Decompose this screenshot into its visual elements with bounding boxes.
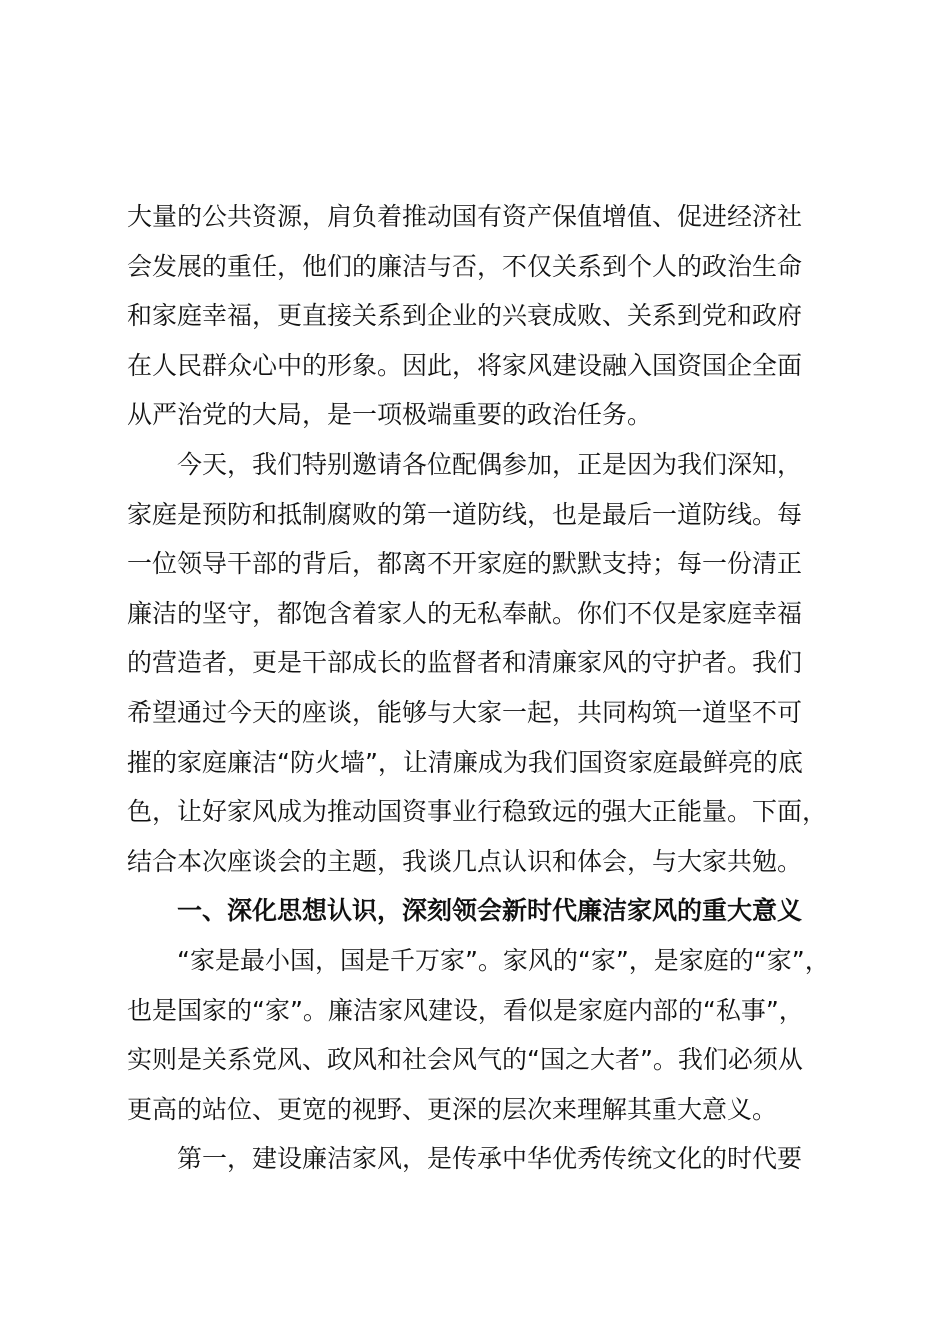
text-line: 在人民群众心中的形象。因此，将家风建设融入国资国企全面 xyxy=(127,350,803,380)
text-line: 家庭是预防和抵制腐败的第一道防线，也是最后一道防线。每 xyxy=(127,499,803,529)
text-line: 也是国家的“家”。廉洁家风建设，看似是家庭内部的“私事”， xyxy=(127,995,804,1025)
text-line: 结合本次座谈会的主题，我谈几点认识和体会，与大家共勉。 xyxy=(127,846,803,876)
text-line: 第一，建设廉洁家风，是传承中华优秀传统文化的时代要 xyxy=(177,1144,803,1174)
text-line: 从严治党的大局，是一项极端重要的政治任务。 xyxy=(127,400,653,430)
text-line: 摧的家庭廉洁“防火墙”，让清廉成为我们国资家庭最鲜亮的底 xyxy=(127,747,803,777)
text-line: 希望通过今天的座谈，能够与大家一起，共同构筑一道坚不可 xyxy=(127,697,803,727)
section-heading: 一、深化思想认识，深刻领会新时代廉洁家风的重大意义 xyxy=(177,896,803,926)
text-line: “家是最小国，国是千万家”。家风的“家”，是家庭的“家”， xyxy=(177,945,830,975)
text-line: 一位领导干部的背后，都离不开家庭的默默支持；每一份清正 xyxy=(127,549,803,579)
text-line: 会发展的重任，他们的廉洁与否，不仅关系到个人的政治生命 xyxy=(127,251,803,281)
text-line: 和家庭幸福，更直接关系到企业的兴衰成败、关系到党和政府 xyxy=(127,301,803,331)
text-line: 廉洁的坚守，都饱含着家人的无私奉献。你们不仅是家庭幸福 xyxy=(127,598,803,628)
text-line: 色，让好家风成为推动国资事业行稳致远的强大正能量。下面， xyxy=(127,797,828,827)
text-line: 实则是关系党风、政风和社会风气的“国之大者”。我们必须从 xyxy=(127,1045,803,1075)
text-line: 更高的站位、更宽的视野、更深的层次来理解其重大意义。 xyxy=(127,1094,778,1124)
text-line: 今天，我们特别邀请各位配偶参加，正是因为我们深知， xyxy=(177,449,803,479)
text-line: 大量的公共资源，肩负着推动国有资产保值增值、促进经济社 xyxy=(127,202,803,231)
text-line: 的营造者，更是干部成长的监督者和清廉家风的守护者。我们 xyxy=(127,648,803,678)
document-body xyxy=(127,192,830,1184)
